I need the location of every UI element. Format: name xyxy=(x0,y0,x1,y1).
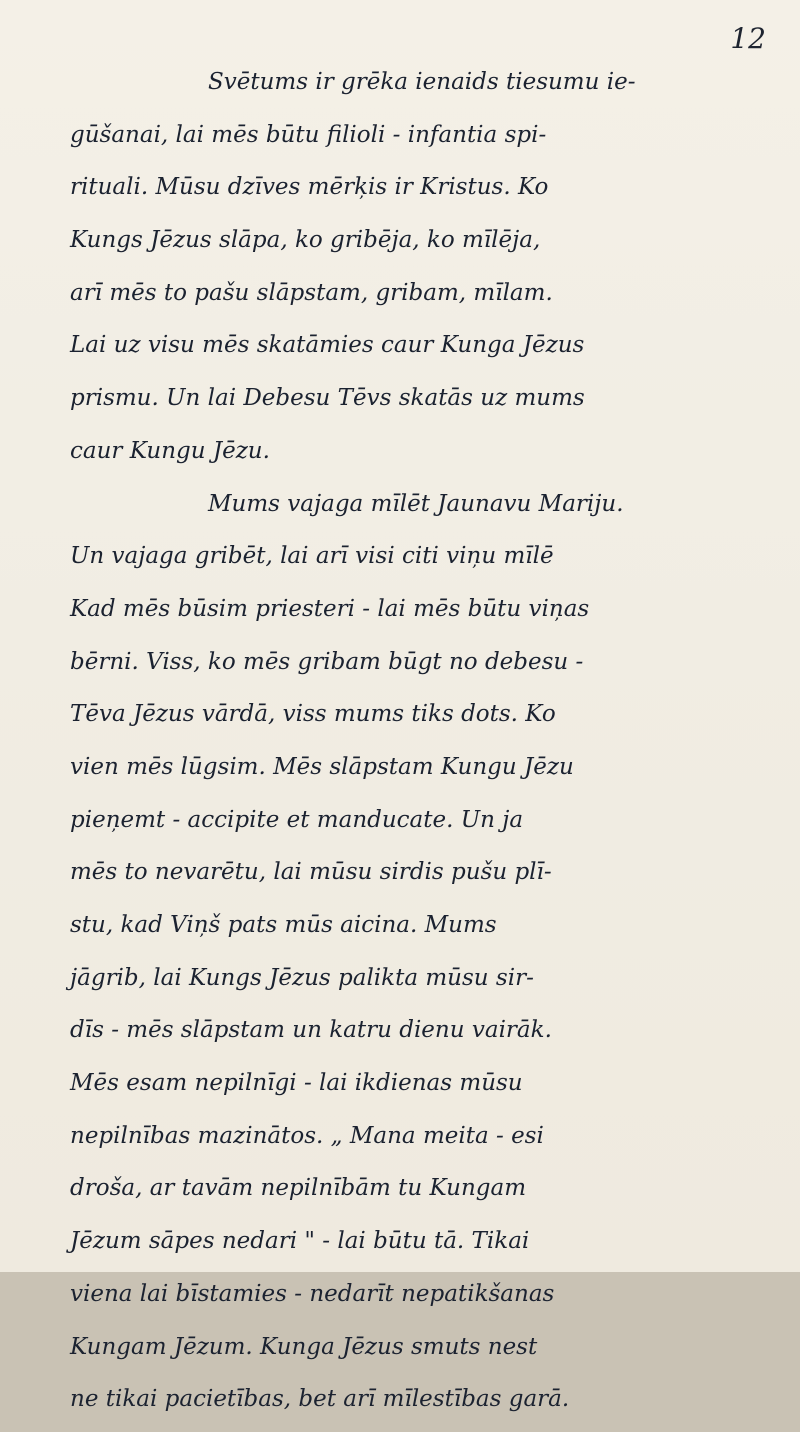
text-line: droša, ar tavām nepilnībām tu Kungam xyxy=(70,1175,527,1202)
text-line: caur Kungu Jēzu. xyxy=(70,437,270,464)
text-line: Jēzum sāpes nedari " - lai būtu tā. Tikai xyxy=(70,1228,530,1255)
handwritten-text-body xyxy=(70,62,785,1432)
text-line: pieņemt - accipite et manducate. Un ja xyxy=(70,806,524,833)
text-line: jāgrib, lai Kungs Jēzus palikta mūsu sir- xyxy=(70,964,534,991)
text-line: Kungs Jēzus slāpa, ko gribēja, ko mīlēja, xyxy=(70,227,541,254)
text-line: Lai uz visu mēs skatāmies caur Kunga Jēzus xyxy=(70,332,585,359)
text-line: Mums vajaga mīlēt Jaunavu Mariju. xyxy=(208,490,624,517)
text-line: viena lai bīstamies - nedarīt nepatikšanas xyxy=(70,1280,555,1307)
text-line: rituali. Mūsu dzīves mērķis ir Kristus. Ko xyxy=(70,174,549,201)
text-line: vien mēs lūgsim. Mēs slāpstam Kungu Jēzu xyxy=(70,753,574,780)
text-line: Un vajaga gribēt, lai arī visi citi viņu mīlē xyxy=(70,543,554,570)
text-line: dīs - mēs slāpstam un katru dienu vairāk. xyxy=(70,1017,552,1044)
text-line: ne tikai pacietības, bet arī mīlestības garā. xyxy=(70,1386,570,1413)
text-line: stu, kad Viņš pats mūs aicina. Mums xyxy=(70,912,497,938)
text-line: Kungam Jēzum. Kunga Jēzus smuts nest xyxy=(70,1333,538,1360)
text-line: gūšanai, lai mēs būtu filioli - infantia spi- xyxy=(70,121,547,148)
text-line: mēs to nevarētu, lai mūsu sirdis pušu plī- xyxy=(70,859,552,886)
text-line: Kad mēs būsim priesteri - lai mēs būtu viņas xyxy=(70,595,590,622)
text-line: Svētums ir grēka ienaids tiesumu ie- xyxy=(208,69,636,95)
text-line: bērni. Viss, ko mēs gribam būgt no debesu - xyxy=(70,648,584,675)
text-line: Mēs esam nepilnīgi - lai ikdienas mūsu xyxy=(70,1070,523,1097)
text-line: nepilnības mazinātos. „ Mana meita - esi xyxy=(70,1122,544,1149)
text-line: prismu. Un lai Debesu Tēvs skatās uz mums xyxy=(70,385,585,412)
text-line: arī mēs to pašu slāpstam, gribam, mīlam. xyxy=(70,279,553,306)
page-number: 12 xyxy=(730,22,766,55)
text-line: Tēva Jēzus vārdā, viss mums tiks dots. Ko xyxy=(70,701,556,728)
